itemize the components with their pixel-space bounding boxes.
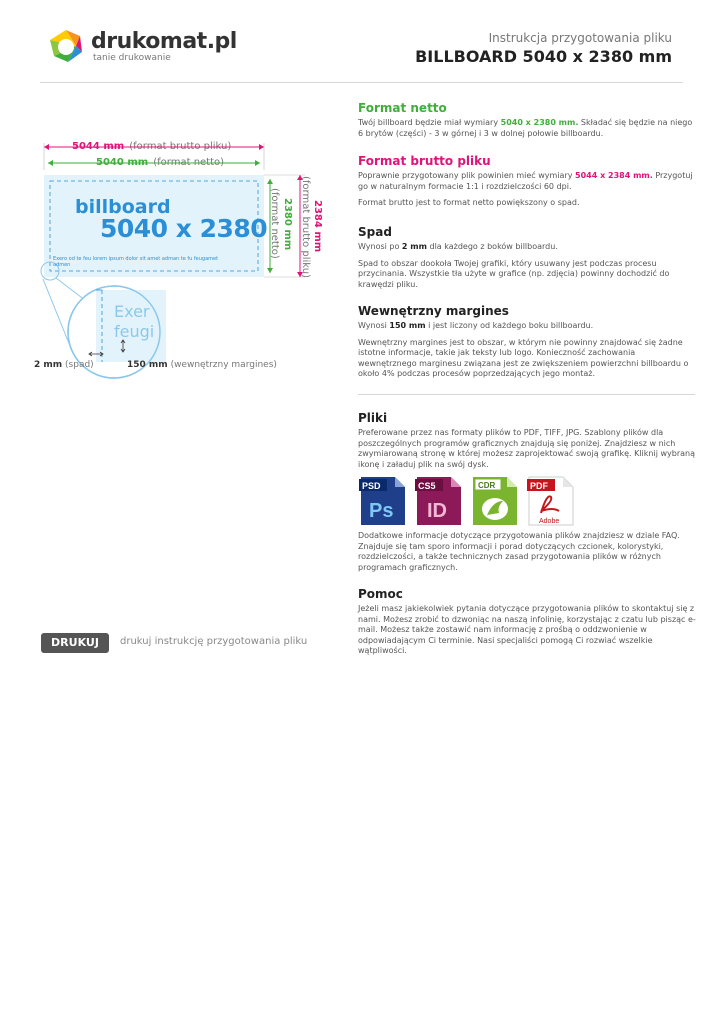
zoom-text-1: Exer — [114, 302, 150, 321]
margines-heading: Wewnętrzny margines — [358, 304, 509, 318]
section-pliki — [358, 411, 696, 470]
file-icons — [359, 475, 589, 529]
page-title: BILLBOARD 5040 x 2380 mm — [415, 47, 672, 66]
section-netto — [358, 101, 696, 139]
netto-text: Twój billboard będzie miał wymiary 5040 x 2380 mm. Składać się będzie na niego 6 brytów (części) - 3 w górnej i 3 w dolnej połowie billboardu. — [358, 118, 693, 138]
netto-heading: Format netto — [358, 101, 447, 115]
dim-height-netto-note — [268, 188, 287, 259]
pdf-letters: Adobe — [539, 518, 560, 525]
print-note: drukuj instrukcję przygotowania pliku — [120, 636, 308, 647]
pomoc-heading: Pomoc — [358, 587, 403, 601]
spad-text-2: Spad to obszar dookoła Twojej grafiki, który usuwany jest podczas procesu przycinania. Wszystkie tła użyte w grafice (np. zdjęcia) powinny dochodzić do krawędzi pliku. — [358, 258, 670, 289]
spad-label — [34, 360, 94, 370]
cdr-file-icon[interactable] — [471, 475, 519, 527]
margin-label — [127, 360, 277, 370]
header-divider — [40, 82, 683, 83]
logo-name: drukomat.pl — [91, 29, 237, 54]
section-pomoc — [358, 587, 696, 657]
width-brutto-note: (format brutto pliku) — [129, 141, 232, 152]
margin-value: 150 mm — [127, 360, 168, 370]
dim-height-brutto-note — [299, 176, 318, 278]
pliki-heading: Pliki — [358, 411, 388, 425]
spad-value: 2 mm — [34, 360, 63, 370]
height-brutto-value: 2384 mm — [312, 200, 323, 253]
margines-text-2: Wewnętrzny margines jest to obszar, w którym nie powinny znajdować się żadne istotne informacje, takie jak teksty lub logo. Konieczność zachowania wewnętrznego marginesu związana jest ze zwiększeniem powierzchni billboardu o około 4% podczas procesów poprzedzających jego montaż. — [358, 337, 689, 378]
billboard-size: 5040 x 2380 — [100, 214, 268, 243]
indesign-letters: ID — [427, 500, 447, 522]
psd-file-icon[interactable] — [359, 475, 407, 527]
width-netto-value: 5040 mm — [96, 157, 149, 168]
logo[interactable] — [46, 26, 86, 66]
pomoc-text: Jeżeli masz jakiekolwiek pytania dotyczące przygotowania plików to skontaktuj się z nami. Możesz zrobić to dzwoniąc na naszą infolinię, korzystając z czatu lub pisząc e-mail. Możesz także zostawić nam informację z prośbą o oddzwonienie w odpowiadającym Ci terminie. Nasi specjaliści pomogą Ci rozwiać wszelkie wątpliwości. — [358, 604, 696, 655]
section-divider — [358, 394, 695, 395]
logo-tagline: tanie drukowanie — [93, 53, 171, 63]
spad-note: (spad) — [65, 360, 94, 370]
brutto-heading: Format brutto pliku — [358, 154, 491, 168]
psd-tag: PSD — [362, 481, 381, 491]
psd-letters: Ps — [369, 500, 394, 522]
pdf-tag: PDF — [530, 481, 548, 491]
brutto-text-2: Format brutto jest to format netto powiększony o spad. — [358, 198, 580, 207]
height-brutto-note: (format brutto pliku) — [300, 176, 311, 279]
page-subtitle: Instrukcja przygotowania pliku — [488, 31, 672, 45]
height-netto-value: 2380 mm — [282, 198, 293, 251]
pdf-file-icon[interactable] — [527, 475, 575, 527]
pliki-more: Dodatkowe informacje dotyczące przygotowania plików znajdziesz w dziale FAQ. Znajduje się tam sporo informacji i porad dotyczących czcionek, kolorystyki, rozdzielczości, a także technicznych zasad przygotowania plików w różnych programach graficznych. — [358, 531, 680, 572]
spad-text: Wynosi po 2 mm dla każdego z boków billboardu. — [358, 242, 558, 251]
zoom-text-2: feugi — [114, 322, 155, 341]
logo-icon — [46, 26, 86, 66]
section-spad — [358, 225, 696, 290]
section-brutto — [358, 154, 696, 209]
height-netto-note: (format netto) — [269, 188, 280, 259]
indesign-tag: CS5 — [418, 481, 436, 491]
pliki-text: Preferowane przez nas formaty plików to PDF, TIFF, JPG. Szablony plików dla poszczególnych programów graficznych znajdują się poniżej. Znajdziesz w nich zwymiarowaną stronę w której możesz zaprojektować swoją grafikę. Kliknij wybraną ikonę i załaduj plik na swój dysk. — [358, 428, 695, 469]
billboard-lorem: Exero od te feu lorem ipsum dolor sit amet adman te fu feugamet admen — [53, 256, 219, 268]
section-margines — [358, 304, 696, 380]
margines-text: Wynosi 150 mm i jest liczony od każdego boku billboardu. — [358, 321, 594, 330]
width-netto-note: (format netto) — [153, 157, 225, 168]
margin-note: (wewnętrzny margines) — [170, 360, 277, 370]
print-button[interactable]: DRUKUJ — [41, 633, 109, 653]
cdr-tag: CDR — [478, 481, 496, 490]
billboard-word: billboard — [75, 196, 171, 218]
spad-heading: Spad — [358, 225, 392, 239]
width-brutto-value: 5044 mm — [72, 141, 125, 152]
brutto-text: Poprawnie przygotowany plik powinien mieć wymiary 5044 x 2384 mm. Przygotuj go w naturalnym formacie 1:1 i rozdzielczości 60 dpi. — [358, 171, 693, 191]
indesign-file-icon[interactable] — [415, 475, 463, 527]
